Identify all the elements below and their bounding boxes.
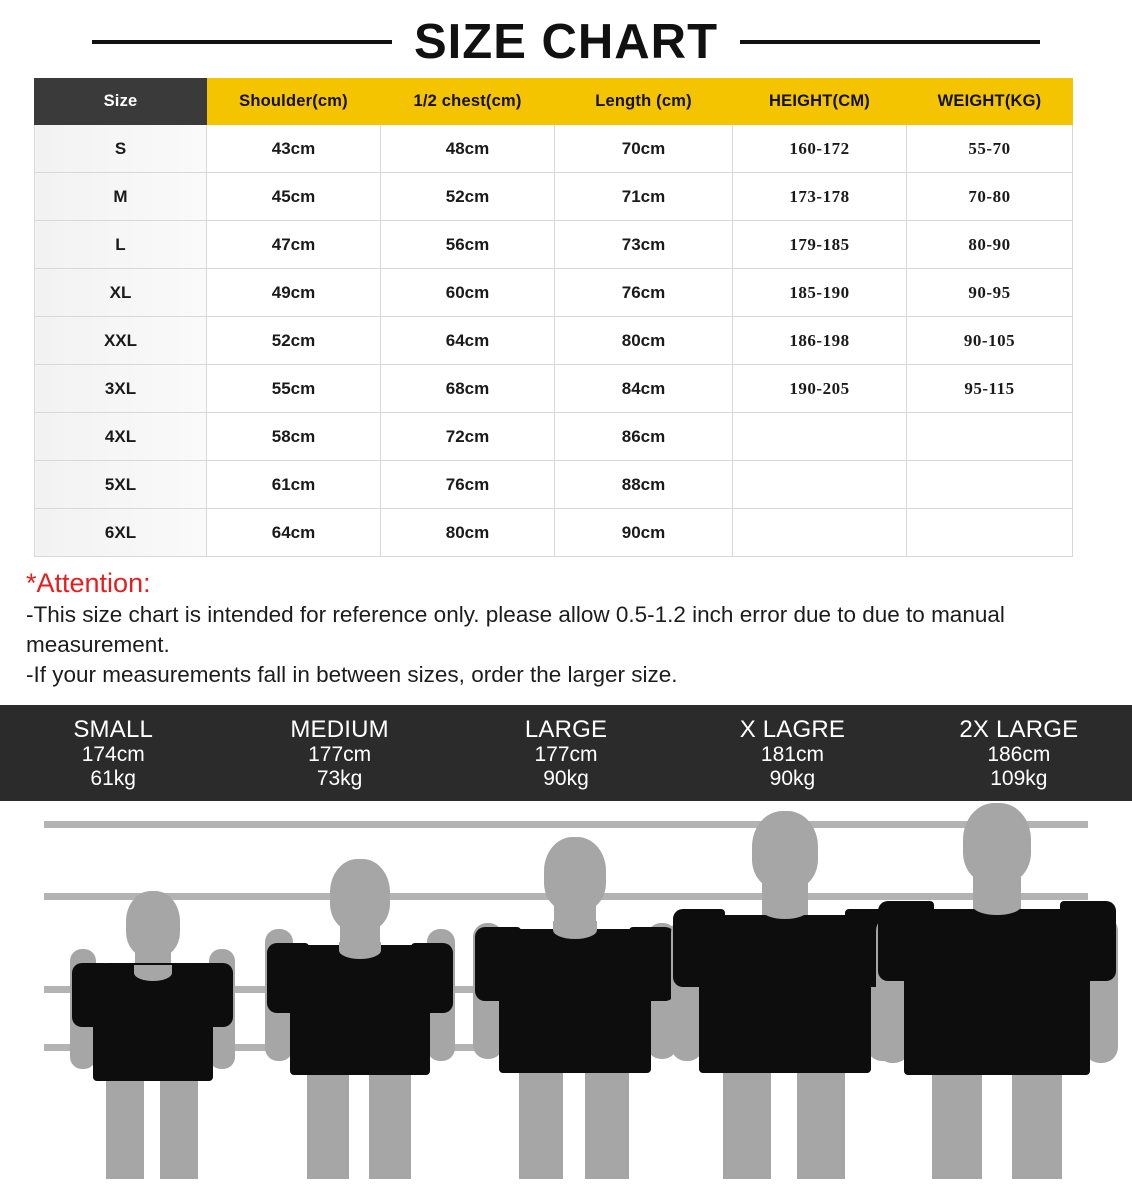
table-row [35,317,1073,365]
cell-chest: 56cm [381,221,555,269]
figure-small [60,841,245,1179]
sleeve-left [673,909,725,987]
cell-length: 84cm [555,365,733,413]
cell-weight: 55-70 [907,125,1073,173]
cell-chest: 72cm [381,413,555,461]
size-banner [0,705,1132,801]
banner-label: MEDIUM [290,715,389,743]
figure-medium [255,811,465,1179]
cell-length: 70cm [555,125,733,173]
cell-length: 73cm [555,221,733,269]
cell-size: 6XL [35,509,207,557]
banner-weight: 73kg [316,766,363,790]
col-header-length: Length (cm) [555,79,733,125]
cell-weight: 95-115 [907,365,1073,413]
cell-weight: 70-80 [907,173,1073,221]
table-row [35,413,1073,461]
cell-weight [907,461,1073,509]
sleeve-left [267,943,309,1013]
table-row [35,269,1073,317]
cell-size: S [35,125,207,173]
attention-block [0,557,1132,689]
size-table [34,78,1073,557]
banner-weight: 61kg [90,766,136,790]
cell-height: 179-185 [733,221,907,269]
page-title: SIZE CHART [414,14,718,69]
cell-shoulder: 61cm [207,461,381,509]
cell-shoulder: 55cm [207,365,381,413]
banner-item-x-large [679,717,905,791]
cell-height: 190-205 [733,365,907,413]
banner-item-small [0,717,226,791]
cell-weight: 80-90 [907,221,1073,269]
shirt-body [290,945,430,1075]
cell-chest: 48cm [381,125,555,173]
col-header-shoulder: Shoulder(cm) [207,79,381,125]
banner-weight: 90kg [769,766,816,790]
figure-x-large [665,801,905,1179]
table-row [35,365,1073,413]
banner-label: X LAGRE [739,715,846,743]
collar [762,901,808,919]
cell-shoulder: 47cm [207,221,381,269]
cell-shoulder: 45cm [207,173,381,221]
table-row [35,221,1073,269]
cell-height: 186-198 [733,317,907,365]
cell-size: M [35,173,207,221]
figure-2x-large [872,801,1122,1179]
banner-item-large [453,717,679,791]
cell-chest: 68cm [381,365,555,413]
title-row [0,0,1132,78]
cell-shoulder: 49cm [207,269,381,317]
cell-size: 4XL [35,413,207,461]
cell-shoulder: 43cm [207,125,381,173]
cell-chest: 80cm [381,509,555,557]
cell-height: 160-172 [733,125,907,173]
sleeve-right [1060,901,1116,981]
title-rule-right [740,40,1040,44]
col-header-chest: 1/2 chest(cm) [381,79,555,125]
banner-weight: 90kg [543,766,589,790]
sleeve-left [72,963,108,1027]
cell-chest: 76cm [381,461,555,509]
attention-heading: *Attention: [26,568,151,598]
table-row [35,173,1073,221]
banner-item-medium [226,717,452,791]
table-row [35,461,1073,509]
banner-height: 174cm [81,743,145,767]
cell-height: 173-178 [733,173,907,221]
cell-length: 80cm [555,317,733,365]
cell-length: 88cm [555,461,733,509]
banner-height: 177cm [308,743,372,767]
col-header-height: HEIGHT(CM) [733,79,907,125]
banner-weight: 109kg [990,766,1048,790]
banner-label: SMALL [73,715,154,743]
banner-height: 186cm [987,743,1051,767]
banner-height: 177cm [534,743,598,767]
table-header-row [35,79,1073,125]
col-header-size: Size [35,79,207,125]
figure-illustration [0,801,1132,1179]
title-rule-left [92,40,392,44]
banner-label: LARGE [524,715,608,743]
cell-shoulder: 64cm [207,509,381,557]
cell-height [733,461,907,509]
collar [973,897,1021,915]
cell-weight: 90-95 [907,269,1073,317]
cell-weight [907,509,1073,557]
figure-large [465,801,685,1179]
sleeve-right [411,943,453,1013]
banner-height: 181cm [760,743,824,767]
collar [339,942,381,959]
cell-height [733,509,907,557]
table-row [35,509,1073,557]
sleeve-left [475,927,521,1001]
cell-size: L [35,221,207,269]
table-row [35,125,1073,173]
cell-shoulder: 52cm [207,317,381,365]
banner-label: 2X LARGE [959,715,1079,743]
cell-length: 76cm [555,269,733,317]
cell-chest: 64cm [381,317,555,365]
cell-shoulder: 58cm [207,413,381,461]
size-table-wrap [0,78,1132,557]
sleeve-left [878,901,934,981]
cell-size: XXL [35,317,207,365]
cell-size: XL [35,269,207,317]
cell-length: 90cm [555,509,733,557]
banner-item-2x-large [906,717,1132,791]
col-header-weight: WEIGHT(KG) [907,79,1073,125]
cell-chest: 60cm [381,269,555,317]
attention-line-2: -If your measurements fall in between sizes, order the larger size. [26,661,678,687]
cell-weight [907,413,1073,461]
cell-length: 71cm [555,173,733,221]
cell-weight: 90-105 [907,317,1073,365]
collar [553,921,597,939]
cell-length: 86cm [555,413,733,461]
attention-line-1: -This size chart is intended for reference only. please allow 0.5-1.2 inch error due to due to manual measurement. [26,602,1005,658]
cell-size: 3XL [35,365,207,413]
cell-size: 5XL [35,461,207,509]
cell-chest: 52cm [381,173,555,221]
cell-height: 185-190 [733,269,907,317]
collar [134,965,172,981]
sleeve-right [197,963,233,1027]
cell-height [733,413,907,461]
